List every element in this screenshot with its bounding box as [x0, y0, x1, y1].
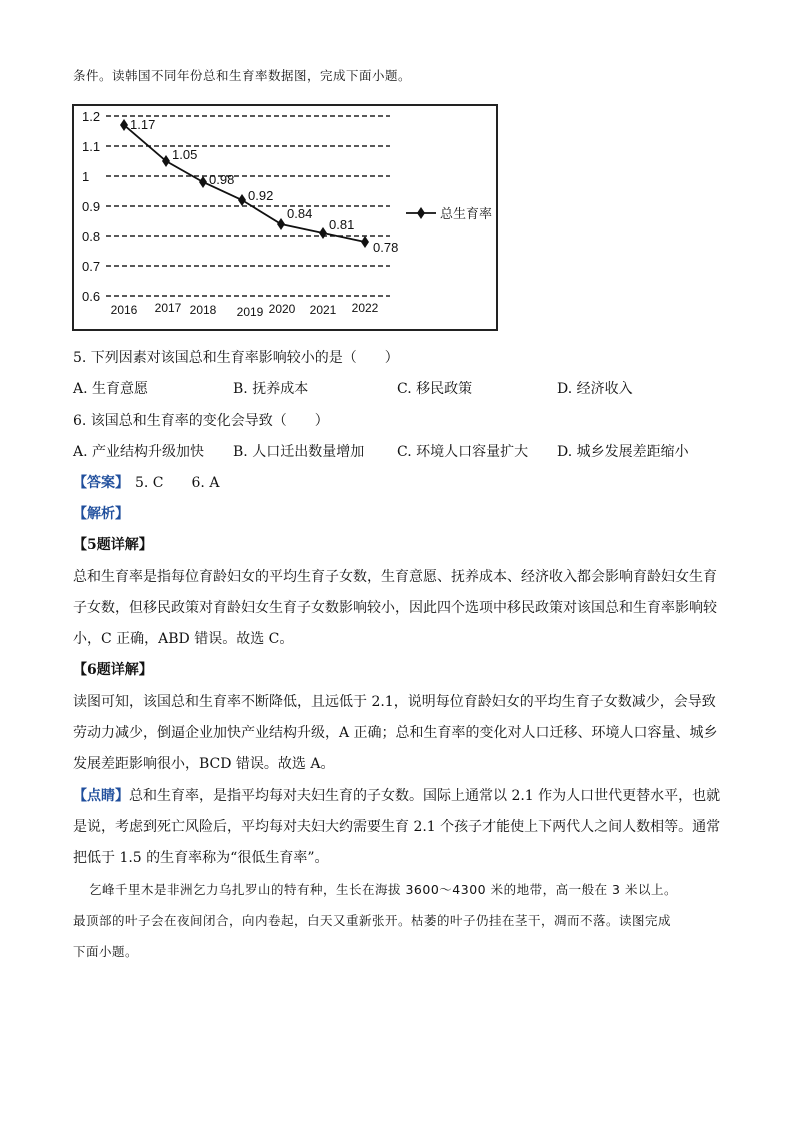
x-tick-label: 2021: [309, 303, 337, 317]
x-tick-label: 2016: [110, 303, 138, 317]
y-tick-label: 1.1: [82, 139, 101, 154]
y-tick-label: 0.9: [82, 199, 101, 214]
tip-line: 把低于 1.5 的生育率称为“很低生育率”。: [73, 850, 329, 866]
q5-option-a: A. 生育意愿: [73, 381, 149, 397]
data-point-marker: [162, 155, 170, 167]
detail6-line: 读图可知，该国总和生育率不断降低，且远低于 2.1，说明每位育龄妇女的平均生育子女数减少，会导致: [73, 694, 716, 710]
legend-marker: [417, 207, 425, 219]
q6-stem: 6. 该国总和生育率的变化会导致（ ）: [73, 413, 329, 429]
detail6-line: 劳动力减少，倒逼企业加快产业结构升级，A 正确；总和生育率的变化对人口迁移、环境人口容量、城乡: [73, 725, 718, 741]
tip-label: 【点睛】: [73, 788, 129, 804]
answer-line: [73, 473, 219, 493]
tip-line: 是说，考虑到死亡风险后，平均每对夫妇大约需要生育 2.1 个孩子才能使上下两代人之间人数相等。通常: [73, 819, 721, 835]
y-tick-label: 0.7: [82, 259, 101, 274]
data-label: 0.92: [248, 188, 274, 203]
tip-text: 总和生育率，是指平均每对夫妇生育的子女数。国际上通常以 2.1 作为人口世代更替水平，也就: [129, 788, 721, 804]
y-tick-label: 0.8: [82, 229, 101, 244]
x-tick-label: 2022: [351, 301, 379, 315]
next-passage-line: 下面小题。: [73, 944, 139, 959]
tip-line: [73, 786, 720, 806]
data-label: 0.78: [373, 240, 399, 255]
y-tick-label: 0.6: [82, 289, 101, 304]
detail5-line: 总和生育率是指每位育龄妇女的平均生育子女数，生育意愿、抚养成本、经济收入都会影响育龄妇女生育: [73, 569, 717, 585]
analysis-label: 【解析】: [73, 506, 129, 522]
data-label: 1.17: [130, 117, 156, 132]
data-label: 0.98: [209, 172, 235, 187]
y-tick-label: 1: [82, 169, 90, 184]
q6-option-a: A. 产业结构升级加快: [73, 444, 205, 460]
detail6-label: 【6题详解】: [73, 662, 153, 678]
fertility-rate-chart: [72, 104, 498, 331]
next-passage-line: 乞峰千里木是非洲乞力乌扎罗山的特有种，生长在海拔 3600～4300 米的地带，高一般在 3 米以上。: [89, 882, 677, 897]
intro-text: 条件。读韩国不同年份总和生育率数据图，完成下面小题。: [73, 68, 412, 83]
answer-value: 5. C 6. A: [135, 475, 220, 491]
data-point-marker: [319, 227, 327, 239]
detail5-line: 子女数，但移民政策对育龄妇女生育子女数影响较小，因此四个选项中移民政策对该国总和生育率影响较: [73, 600, 717, 616]
detail5-line: 小，C 正确，ABD 错误。故选 C。: [73, 631, 294, 647]
data-point-marker: [277, 218, 285, 230]
data-label: 0.84: [287, 206, 313, 221]
chart-svg: [74, 106, 496, 329]
data-label: 1.05: [172, 147, 198, 162]
x-tick-label: 2018: [189, 303, 217, 317]
q5-option-c: C. 移民政策: [397, 381, 473, 397]
data-point-marker: [120, 119, 128, 131]
data-point-marker: [238, 194, 246, 206]
next-passage-line: 最顶部的叶子会在夜间闭合，向内卷起，白天又重新张开。枯萎的叶子仍挂在茎干，凋而不落。读图完成: [73, 913, 672, 928]
q5-option-b: B. 抚养成本: [233, 381, 309, 397]
legend-label: 总生育率: [440, 206, 493, 221]
q5-stem: 5. 下列因素对该国总和生育率影响较小的是（ ）: [73, 350, 399, 366]
q6-option-c: C. 环境人口容量扩大: [397, 444, 529, 460]
q6-option-b: B. 人口迁出数量增加: [233, 444, 365, 460]
q6-option-d: D. 城乡发展差距缩小: [557, 444, 689, 460]
q5-option-d: D. 经济收入: [557, 381, 633, 397]
data-label: 0.81: [329, 217, 355, 232]
x-tick-label: 2019: [236, 305, 264, 319]
data-point-marker: [199, 176, 207, 188]
y-tick-label: 1.2: [82, 109, 101, 124]
detail6-line: 发展差距影响很小，BCD 错误。故选 A。: [73, 756, 335, 772]
x-tick-label: 2020: [268, 302, 296, 316]
detail5-label: 【5题详解】: [73, 537, 153, 553]
answer-label: 【答案】: [73, 475, 129, 491]
x-tick-label: 2017: [154, 301, 182, 315]
data-point-marker: [361, 236, 369, 248]
